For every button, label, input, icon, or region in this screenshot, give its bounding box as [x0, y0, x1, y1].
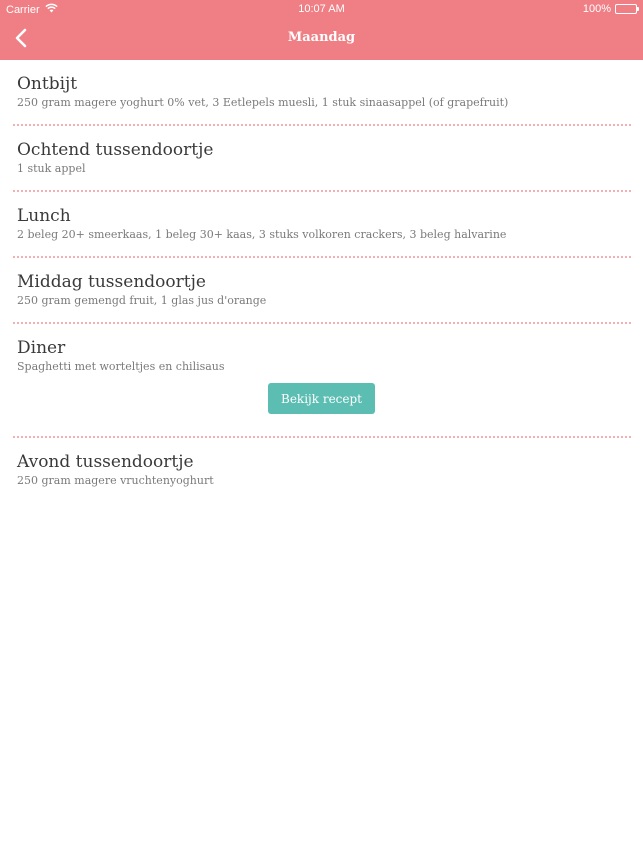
carrier-label: Carrier [6, 3, 40, 16]
meal-description: Spaghetti met worteltjes en chilisaus [17, 360, 225, 373]
meal-item-avond-tussendoortje [0, 452, 214, 488]
page-title: Maandag [287, 30, 356, 45]
divider [12, 255, 631, 259]
meal-description: 250 gram gemengd fruit, 1 glas jus d'orange [17, 294, 267, 307]
meal-title: Ontbijt [17, 74, 78, 94]
divider [12, 123, 631, 127]
meal-description: 2 beleg 20+ smeerkaas, 1 beleg 30+ kaas, 3 stuks volkoren crackers, 3 beleg halvarine [17, 228, 507, 241]
meal-title: Middag tussendoortje [17, 272, 206, 292]
meal-description: 250 gram magere yoghurt 0% vet, 3 Eetlepels muesli, 1 stuk sinaasappel (of grapefruit) [17, 96, 509, 109]
view-recipe-button[interactable]: Bekijk recept [268, 383, 375, 414]
divider [12, 435, 631, 439]
meal-item-lunch [0, 206, 506, 242]
meal-title: Diner [17, 338, 66, 358]
meal-title: Lunch [17, 206, 71, 226]
meal-title: Avond tussendoortje [17, 452, 194, 472]
battery-percent: 100% [582, 3, 611, 15]
meal-item-diner [0, 338, 225, 374]
divider [12, 189, 631, 193]
battery-icon [615, 4, 637, 14]
divider [12, 321, 631, 325]
meal-description: 1 stuk appel [17, 162, 86, 175]
meal-item-middag-tussendoortje [0, 272, 266, 308]
meal-item-ochtend-tussendoortje [0, 140, 213, 176]
status-right [583, 3, 637, 15]
meal-title: Ochtend tussendoortje [17, 140, 214, 160]
meal-item-ontbijt [0, 74, 508, 110]
nav-bar [0, 0, 643, 60]
status-time: 10:07 AM [298, 3, 345, 15]
meal-description: 250 gram magere vruchtenyoghurt [17, 474, 214, 487]
status-bar [0, 0, 643, 18]
